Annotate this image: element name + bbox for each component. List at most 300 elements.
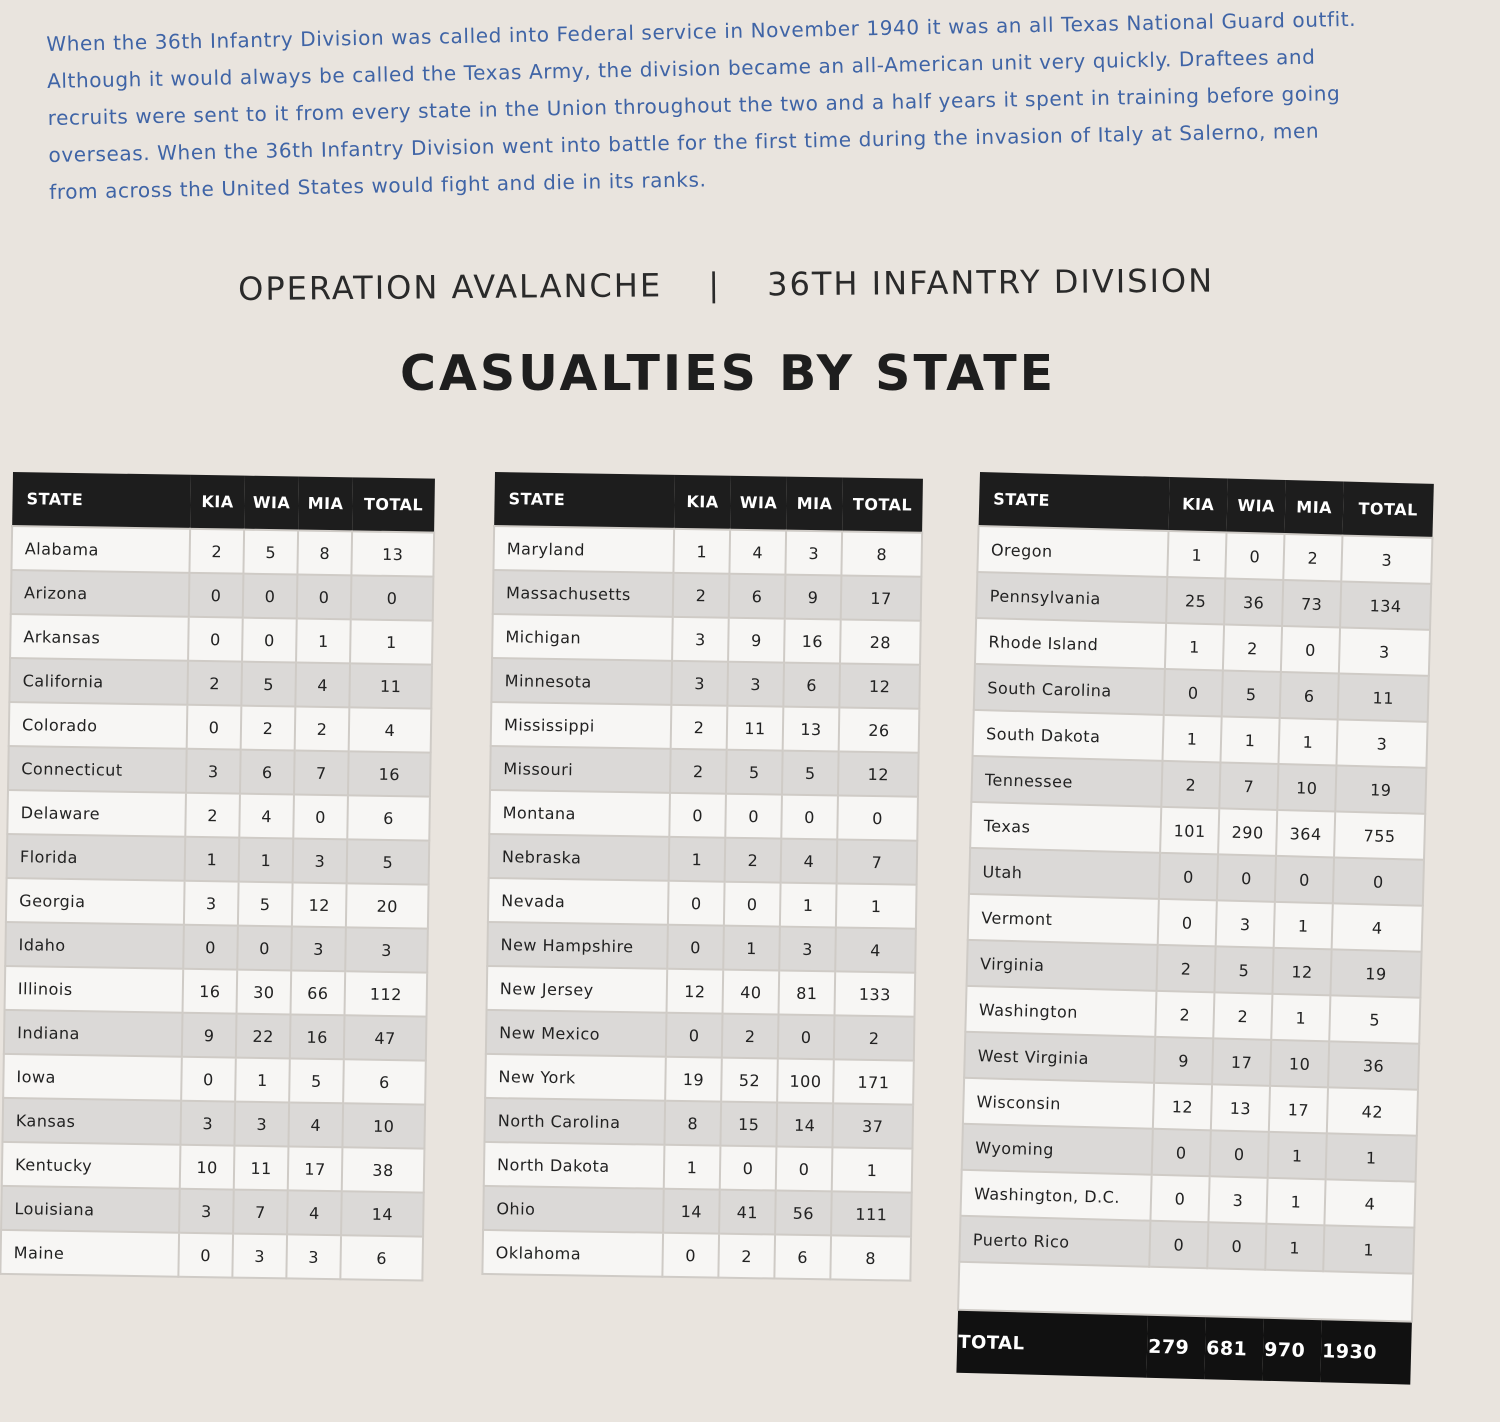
table-row [489,834,918,885]
total-cell: 8 [830,1235,911,1280]
mia-cell: 66 [291,970,346,1015]
total-cell: 0 [351,575,434,620]
wia-cell: 1 [1220,716,1279,764]
casualties-table-1 [0,472,436,1282]
total-cell: 17 [841,575,922,620]
total-cell: 1 [1323,1225,1414,1273]
total-cell: 1 [836,883,917,928]
grand-total-row [956,1310,1411,1385]
total-cell: 11 [349,663,432,708]
wia-cell: 0 [1210,1130,1269,1178]
state-cell: Colorado [9,702,188,749]
total-cell: 11 [1338,673,1429,721]
table-row [2,1142,425,1193]
kia-cell: 1 [669,837,726,882]
division-name: 36TH INFANTRY DIVISION [767,261,1215,304]
mia-cell: 4 [295,662,350,707]
column-header-wia: WIA [1227,479,1286,534]
mia-cell: 2 [1283,534,1342,582]
total-cell: 19 [1335,765,1426,813]
table-row [8,746,431,797]
table-row [2,1098,425,1149]
mia-cell: 12 [292,882,347,927]
header-separator: | [708,265,722,304]
total-cell: 4 [1324,1179,1415,1227]
total-cell: 7 [837,839,918,884]
state-cell: Vermont [968,894,1159,945]
wia-cell: 5 [243,530,298,575]
total-cell: 26 [839,707,920,752]
mia-cell: 12 [1272,948,1331,996]
state-cell: Kansas [2,1098,181,1145]
wia-cell: 30 [237,970,292,1015]
kia-cell: 0 [187,705,242,750]
wia-cell: 5 [241,662,296,707]
kia-cell: 0 [1150,1175,1209,1223]
kia-cell: 0 [188,617,243,662]
wia-cell: 7 [233,1190,288,1235]
total-cell: 8 [841,531,922,576]
wia-cell: 52 [721,1058,778,1103]
total-cell: 3 [345,927,428,972]
wia-cell: 7 [1219,762,1278,810]
kia-cell: 3 [186,749,241,794]
state-cell: Mississippi [491,702,672,749]
casualties-table-3 [955,472,1434,1385]
table-row [5,966,428,1017]
table-row [486,1010,915,1061]
total-cell: 13 [351,531,434,576]
wia-cell: 0 [724,882,781,927]
kia-cell: 8 [664,1101,721,1146]
mia-cell: 14 [776,1103,833,1148]
kia-cell: 10 [180,1145,235,1190]
wia-cell: 5 [726,750,783,795]
state-cell: Indiana [4,1010,183,1057]
column-header-wia: WIA [730,476,787,531]
state-cell: New Hampshire [487,922,668,969]
table-row [11,570,434,621]
table-row [487,966,916,1017]
mia-cell: 364 [1276,810,1335,858]
state-cell: Missouri [490,746,671,793]
total-cell: 3 [1341,536,1432,584]
mia-cell: 0 [778,1015,835,1060]
table-row [7,790,430,841]
total-cell: 14 [341,1191,424,1236]
mia-cell: 4 [287,1190,342,1235]
kia-cell: 0 [662,1233,719,1278]
state-cell: Wisconsin [963,1078,1154,1129]
mia-cell: 73 [1282,580,1341,628]
state-cell: Idaho [5,922,184,969]
mia-cell: 0 [297,574,352,619]
kia-cell: 3 [180,1101,235,1146]
state-cell: Illinois [5,966,184,1013]
grand-total-wia: 681 [1204,1316,1264,1380]
wia-cell: 0 [725,794,782,839]
total-cell: 12 [839,663,920,708]
table-row [491,702,920,753]
operation-name: OPERATION AVALANCHE [238,266,663,308]
wia-cell: 6 [729,574,786,619]
grand-total-kia: 279 [1146,1315,1206,1379]
state-cell: Alabama [11,526,190,573]
wia-cell: 3 [1208,1176,1267,1224]
mia-cell: 5 [289,1058,344,1103]
mia-cell: 16 [784,619,841,664]
table-row [493,526,922,577]
total-cell: 37 [832,1103,913,1148]
wia-cell: 36 [1224,578,1283,626]
mia-cell: 1 [1268,1132,1327,1180]
state-cell: Massachusetts [493,570,674,617]
table-row [3,1054,426,1105]
total-cell: 4 [1332,903,1423,951]
wia-cell: 5 [1222,670,1281,718]
table-row [492,614,921,665]
total-cell: 755 [1334,811,1425,859]
table-row [484,1098,913,1149]
total-cell: 16 [348,751,431,796]
mia-cell: 0 [781,795,838,840]
kia-cell: 2 [185,793,240,838]
wia-cell: 22 [236,1014,291,1059]
mia-cell: 1 [1274,902,1333,950]
table-row [489,790,918,841]
mia-cell: 8 [297,531,352,576]
table-row [488,878,917,929]
state-cell: Maryland [493,526,674,573]
wia-cell: 17 [1212,1038,1271,1086]
mia-cell: 6 [774,1235,831,1280]
state-cell: Wyoming [962,1124,1153,1175]
kia-cell: 2 [1161,761,1220,809]
mia-cell: 1 [1278,718,1337,766]
state-cell: North Dakota [484,1142,665,1189]
state-cell: Nebraska [489,834,670,881]
total-cell: 133 [835,971,916,1016]
wia-cell: 2 [722,1014,779,1059]
column-header-state: STATE [979,472,1170,531]
wia-cell: 0 [237,926,292,971]
state-cell: Iowa [3,1054,182,1101]
mia-cell: 17 [288,1146,343,1191]
wia-cell: 2 [725,838,782,883]
kia-cell: 0 [183,925,238,970]
table-header-row [12,472,435,533]
mia-cell: 6 [783,663,840,708]
mia-cell: 1 [1266,1178,1325,1226]
kia-cell: 2 [670,749,727,794]
table-row [483,1186,912,1237]
kia-cell: 0 [1149,1221,1208,1269]
state-cell: Washington, D.C. [961,1170,1152,1221]
state-cell: New Jersey [487,966,668,1013]
kia-cell: 0 [181,1057,236,1102]
mia-cell: 16 [290,1014,345,1059]
column-header-state: STATE [494,472,675,529]
table-row [493,570,922,621]
mia-cell: 10 [1277,764,1336,812]
total-cell: 5 [1329,995,1420,1043]
table-row [9,658,432,709]
mia-cell: 9 [785,575,842,620]
total-cell: 171 [833,1059,914,1104]
kia-cell: 3 [179,1189,234,1234]
column-header-total: TOTAL [1342,482,1433,538]
wia-cell: 2 [1213,992,1272,1040]
table-header-row [494,472,923,533]
wia-cell: 5 [1214,946,1273,994]
total-cell: 0 [1333,857,1424,905]
kia-cell: 0 [669,793,726,838]
state-cell: West Virginia [964,1032,1155,1083]
state-cell: Connecticut [8,746,187,793]
table-row [1,1186,424,1237]
state-cell: Nevada [488,878,669,925]
table-row [484,1142,913,1193]
state-cell: Kentucky [2,1142,181,1189]
kia-cell: 2 [1155,991,1214,1039]
wia-cell: 11 [727,706,784,751]
wia-cell: 1 [239,838,294,883]
wia-cell: 290 [1218,808,1277,856]
total-cell: 12 [838,751,919,796]
total-cell: 0 [837,795,918,840]
wia-cell: 4 [239,794,294,839]
column-header-kia: KIA [674,475,731,530]
kia-cell: 12 [1153,1083,1212,1131]
wia-cell: 5 [238,882,293,927]
kia-cell: 2 [189,529,244,574]
total-cell: 42 [1327,1087,1418,1135]
state-cell: Tennessee [971,756,1162,807]
state-cell: Michigan [492,614,673,661]
mia-cell: 81 [779,971,836,1016]
state-cell: Delaware [7,790,186,837]
mia-cell: 7 [294,750,349,795]
wia-cell: 2 [1223,624,1282,672]
total-cell: 38 [342,1147,425,1192]
kia-cell: 1 [664,1145,721,1190]
intro-paragraph: When the 36th Infantry Division was called into Federal service in November 1940 it was an all Texas National Guard outfit. Although it would always be called the Texas Army, the division became an all-American unit very quickly. Draftees and recruits were sent to it from every state in the Union throughout the two and a half years it spent in training before going overseas. When the 36th Infantry Division went into battle for the first time during the invasion of Italy at Salerno, men from across the United States would fight and die in its ranks. [46,6,1357,204]
kia-cell: 14 [663,1189,720,1234]
table-body [482,526,922,1281]
state-cell: New York [485,1054,666,1101]
total-cell: 2 [834,1015,915,1060]
state-cell: Puerto Rico [959,1216,1150,1267]
kia-cell: 0 [667,925,724,970]
total-cell: 6 [347,795,430,840]
kia-cell: 16 [183,969,238,1014]
wia-cell: 13 [1211,1084,1270,1132]
state-cell: Oklahoma [482,1230,663,1277]
state-cell: Georgia [6,878,185,925]
state-cell: Pennsylvania [976,572,1167,623]
mia-cell: 100 [777,1059,834,1104]
total-cell: 3 [1336,719,1427,767]
state-cell: Florida [7,834,186,881]
state-cell: California [9,658,188,705]
table-row [6,878,429,929]
total-cell: 20 [346,883,429,928]
kia-cell: 9 [182,1013,237,1058]
page-title: CASUALTIES BY STATE [400,345,1057,402]
table-row [490,746,919,797]
mia-cell: 0 [1275,856,1334,904]
kia-cell: 0 [178,1233,233,1278]
table-row [5,922,428,973]
kia-cell: 19 [665,1057,722,1102]
kia-cell: 0 [1152,1129,1211,1177]
table-row [7,834,430,885]
table-row [482,1230,911,1281]
state-cell: Arizona [11,570,190,617]
kia-cell: 0 [666,1013,723,1058]
state-cell: Texas [970,802,1161,853]
table-row [491,658,920,709]
mia-cell: 1 [780,883,837,928]
kia-cell: 9 [1154,1037,1213,1085]
mia-cell: 56 [775,1191,832,1236]
state-cell: Ohio [483,1186,664,1233]
wia-cell: 15 [720,1102,777,1147]
wia-cell: 3 [234,1102,289,1147]
wia-cell: 3 [232,1234,287,1279]
kia-cell: 1 [1163,715,1222,763]
total-cell: 1 [350,619,433,664]
total-cell: 36 [1328,1041,1419,1089]
wia-cell: 3 [727,662,784,707]
total-cell: 5 [347,839,430,884]
grand-total-total: 1930 [1320,1319,1412,1384]
kia-cell: 2 [1156,945,1215,993]
kia-cell: 3 [672,617,729,662]
mia-cell: 3 [286,1234,341,1279]
mia-cell: 0 [776,1147,833,1192]
state-cell: Virginia [967,940,1158,991]
mia-cell: 4 [781,839,838,884]
table-body [0,526,434,1281]
mia-cell: 0 [293,794,348,839]
state-cell: North Carolina [484,1098,665,1145]
wia-cell: 0 [1225,532,1284,580]
state-cell: Washington [965,986,1156,1037]
mia-cell: 13 [783,707,840,752]
total-cell: 134 [1340,582,1431,630]
kia-cell: 25 [1166,577,1225,625]
kia-cell: 0 [1158,899,1217,947]
wia-cell: 11 [234,1146,289,1191]
kia-cell: 0 [1159,853,1218,901]
kia-cell: 1 [185,837,240,882]
table-row [485,1054,914,1105]
kia-cell: 1 [673,529,730,574]
state-cell: Arkansas [10,614,189,661]
column-header-wia: WIA [244,476,299,531]
mia-cell: 5 [782,751,839,796]
total-cell: 1 [832,1147,913,1192]
grand-total-label: TOTAL [956,1310,1148,1378]
grand-total-mia: 970 [1262,1318,1322,1382]
total-cell: 112 [345,971,428,1016]
wia-cell: 0 [1217,854,1276,902]
wia-cell: 2 [718,1234,775,1279]
column-header-kia: KIA [1169,477,1228,532]
column-header-kia: KIA [190,475,245,530]
state-cell: Utah [969,848,1160,899]
mia-cell: 3 [293,838,348,883]
wia-cell: 0 [243,574,298,619]
table-row [9,702,432,753]
mia-cell: 2 [295,706,350,751]
wia-cell: 41 [719,1190,776,1235]
wia-cell: 4 [729,530,786,575]
table-row [0,1230,423,1281]
total-cell: 6 [343,1059,426,1104]
mia-cell: 3 [779,927,836,972]
mia-cell: 4 [288,1102,343,1147]
wia-cell: 0 [242,618,297,663]
kia-cell: 1 [1167,531,1226,579]
wia-cell: 6 [240,750,295,795]
column-header-mia: MIA [786,477,843,532]
total-cell: 111 [831,1191,912,1236]
total-cell: 6 [340,1235,423,1280]
wia-cell: 40 [723,970,780,1015]
column-header-total: TOTAL [842,477,923,532]
kia-cell: 12 [667,969,724,1014]
wia-cell: 0 [1207,1222,1266,1270]
total-cell: 10 [342,1103,425,1148]
total-cell: 4 [835,927,916,972]
kia-cell: 2 [671,705,728,750]
mia-cell: 1 [296,618,351,663]
column-header-mia: MIA [1284,480,1343,535]
wia-cell: 1 [723,926,780,971]
table-row [11,526,434,577]
kia-cell: 101 [1160,807,1219,855]
state-cell: South Dakota [973,710,1164,761]
wia-cell: 9 [728,618,785,663]
mia-cell: 0 [1281,626,1340,674]
column-header-mia: MIA [298,477,353,532]
column-header-total: TOTAL [352,477,435,532]
kia-cell: 0 [189,573,244,618]
column-header-state: STATE [12,472,191,529]
total-cell: 19 [1330,949,1421,997]
state-cell: Oregon [977,526,1168,577]
table-body [959,526,1432,1274]
wia-cell: 1 [235,1058,290,1103]
wia-cell: 3 [1216,900,1275,948]
total-cell: 28 [840,619,921,664]
mia-cell: 10 [1270,1040,1329,1088]
mia-cell: 17 [1269,1086,1328,1134]
kia-cell: 0 [668,881,725,926]
wia-cell: 0 [720,1146,777,1191]
table-row [4,1010,427,1061]
casualties-table-2 [481,472,924,1282]
total-cell: 4 [349,707,432,752]
state-cell: Montana [489,790,670,837]
state-cell: South Carolina [974,664,1165,715]
total-cell: 47 [344,1015,427,1060]
total-cell: 3 [1339,628,1430,676]
kia-cell: 2 [673,573,730,618]
mia-cell: 3 [785,531,842,576]
